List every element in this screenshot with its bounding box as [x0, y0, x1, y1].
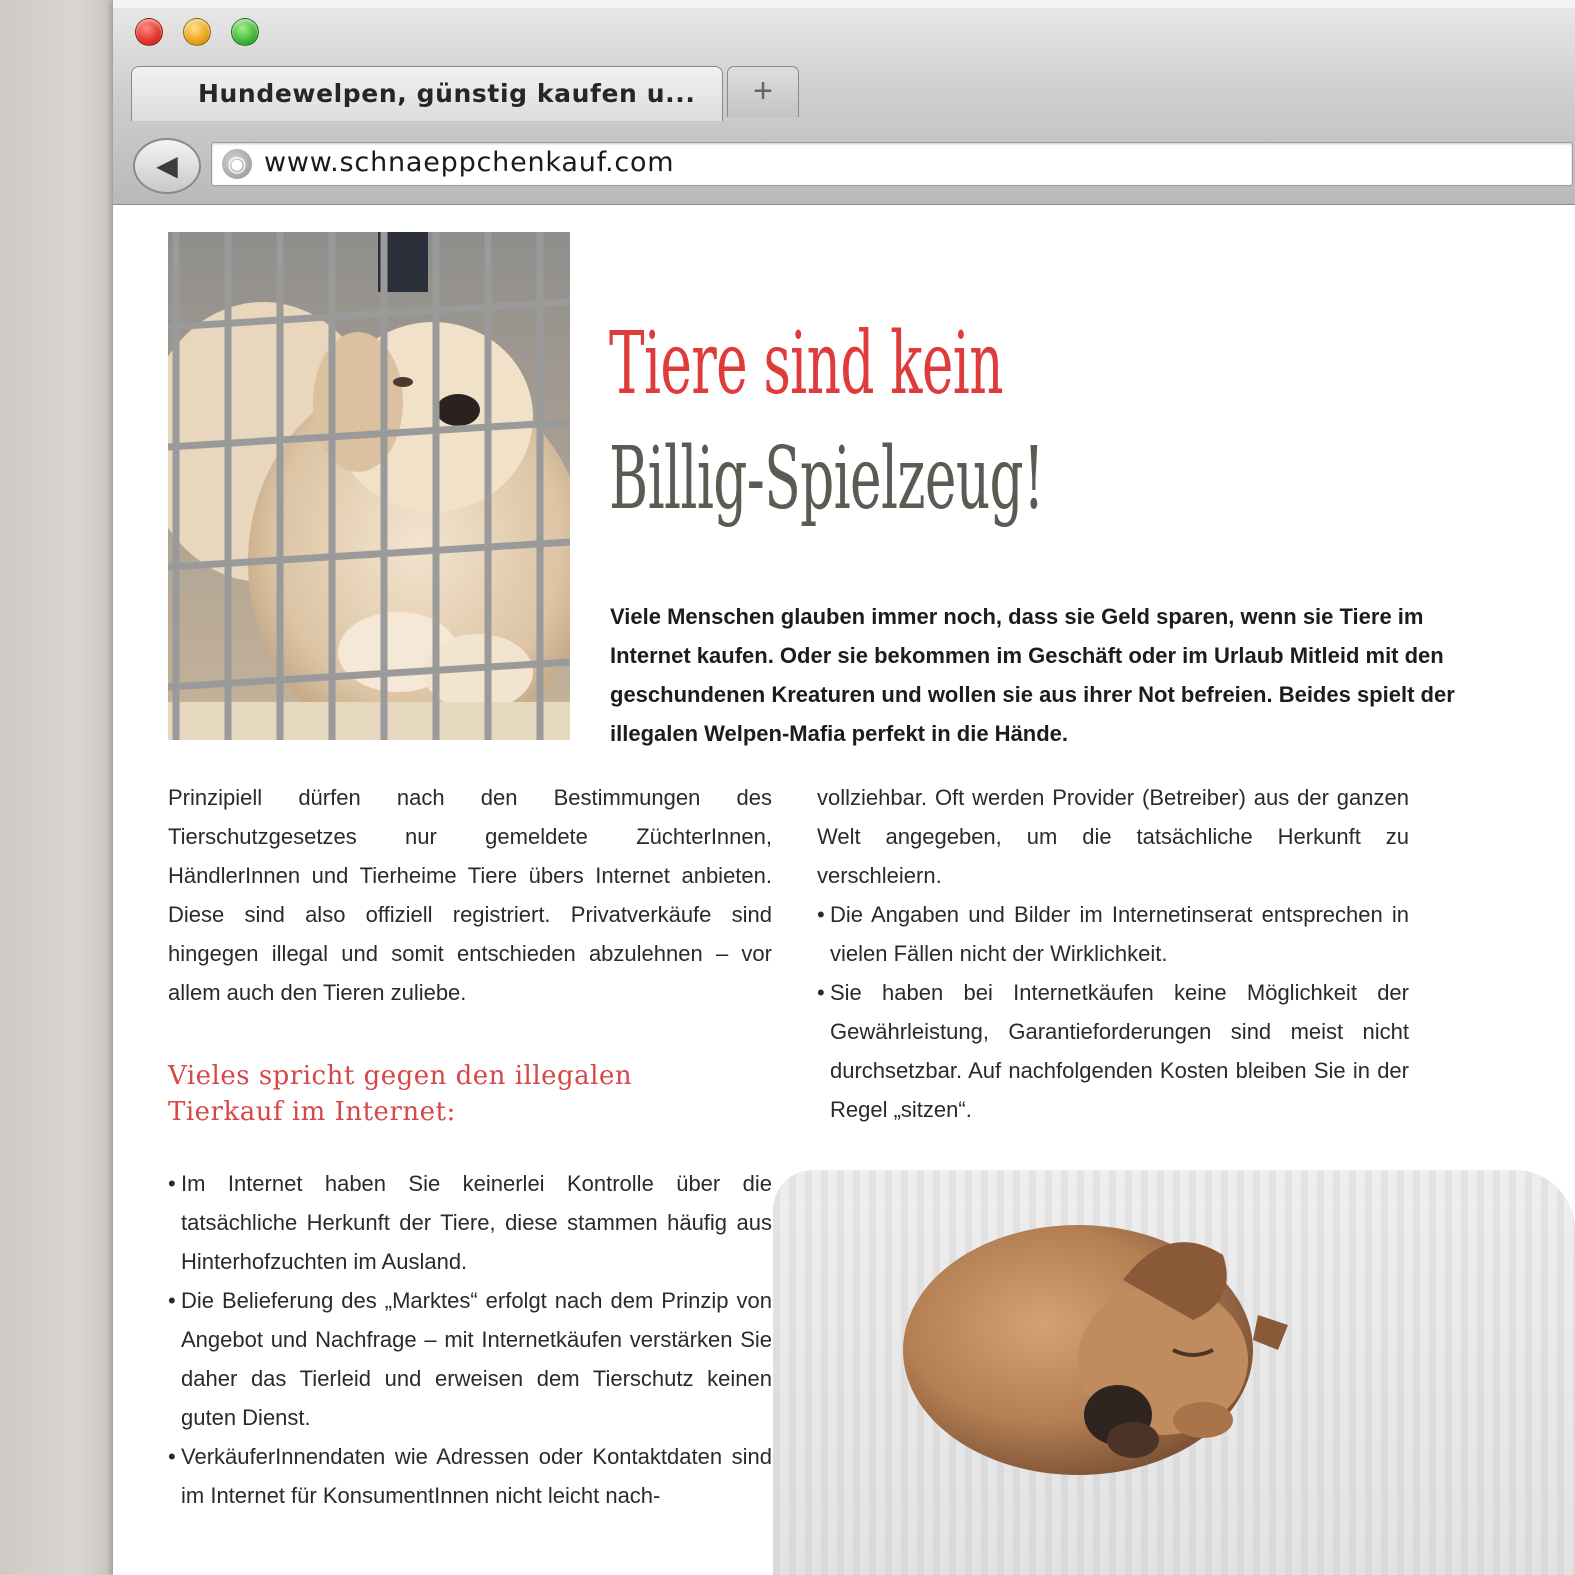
bullet-icon: • [168, 1171, 176, 1196]
globe-icon: ◉ [222, 149, 252, 179]
headline-line-1: Tiere sind kein [609, 314, 1003, 414]
close-window-button[interactable] [135, 18, 163, 46]
puppies-in-cage-photo [168, 232, 570, 740]
plus-icon: + [753, 72, 773, 110]
right-bullet-list [817, 895, 1409, 1129]
headline-line-2: Billig-Spielzeug! [609, 429, 1044, 529]
list-item-text: Die Belieferung des „Marktes“ erfolgt nach dem Prinzip von Angebot und Nachfrage – mit Internetkäufen verstärken Sie daher das Tierleid und erweisen dem Tierschutz keinen guten Dienst. [181, 1288, 772, 1430]
minimize-window-button[interactable] [183, 18, 211, 46]
subheading-line-1: Vieles spricht gegen den illegalen [168, 1061, 633, 1091]
navigation-bar [129, 136, 1575, 192]
browser-tab[interactable] [131, 66, 723, 121]
intro-paragraph: Prinzipiell dürfen nach den Bestimmungen des Tierschutzgesetzes nur gemeldete ZüchterInnen, HändlerInnen und Tierheime Tiere übers Internet anbieten. Diese sind also offiziell registriert. Privatverkäufe sind hingegen illegal und somit entschieden abzulehnen – vor allem auch den Tieren zuliebe. [168, 785, 772, 1005]
list-item [168, 1164, 772, 1281]
list-item-text: Sie haben bei Internetkäufen keine Möglichkeit der Gewährleistung, Garantieforderungen sind meist nicht durchsetzbar. Auf nachfolgenden Kosten bleiben Sie in der Regel „sitzen“. [830, 980, 1409, 1122]
list-item [817, 895, 1409, 973]
continued-text: vollziehbar. Oft werden Provider (Betreiber) aus der ganzen Welt angegeben, um die tatsächliche Herkunft zu verschleiern. [817, 785, 1409, 888]
bullet-icon: • [168, 1288, 176, 1313]
list-item-text: Im Internet haben Sie keinerlei Kontrolle über die tatsächliche Herkunft der Tiere, diese stammen häufig aus Hinterhofzuchten im Ausland. [181, 1171, 772, 1274]
address-bar[interactable] [211, 142, 1573, 186]
lead-paragraph: Viele Menschen glauben immer noch, dass sie Geld sparen, wenn sie Tiere im Internet kaufen. Oder sie bekommen im Geschäft oder im Urlaub Mitleid mit den geschundenen Kreaturen und wollen sie aus ihrer Not befreien. Beides spielt der illegalen Welpen-Mafia perfekt in die Hände. [610, 604, 1455, 746]
subheading [168, 1058, 772, 1130]
list-item [168, 1437, 772, 1515]
sleeping-puppy-illustration [893, 1200, 1293, 1480]
left-column [168, 778, 772, 1515]
list-item-text: VerkäuferInnendaten wie Adressen oder Kontaktdaten sind im Internet für KonsumentInnen nicht leicht nach- [181, 1444, 772, 1508]
url-text: www.schnaeppchenkauf.com [264, 147, 675, 178]
tab-title: Hundewelpen, günstig kaufen u... [198, 79, 696, 108]
bullet-icon: • [817, 980, 825, 1005]
browser-toolbar [113, 0, 1575, 205]
right-column [817, 778, 1409, 1129]
subheading-line-2: Tierkauf im Internet: [168, 1097, 456, 1127]
new-tab-button[interactable] [727, 66, 799, 117]
list-item [817, 973, 1409, 1129]
browser-window [113, 0, 1575, 1575]
bullet-icon: • [168, 1444, 176, 1469]
back-arrow-icon: ◀ [156, 150, 178, 181]
zoom-window-button[interactable] [231, 18, 259, 46]
bullet-icon: • [817, 902, 825, 927]
desktop-background [0, 0, 114, 1575]
puppies-in-cage-illustration [168, 232, 570, 740]
back-button[interactable] [133, 138, 201, 194]
list-item-text: Die Angaben und Bilder im Internetinserat entsprechen in vielen Fällen nicht der Wirklichkeit. [830, 902, 1409, 966]
sleeping-puppy-photo [893, 1200, 1293, 1480]
left-bullet-list [168, 1164, 772, 1515]
window-top-edge [113, 0, 1575, 8]
list-item [168, 1281, 772, 1437]
